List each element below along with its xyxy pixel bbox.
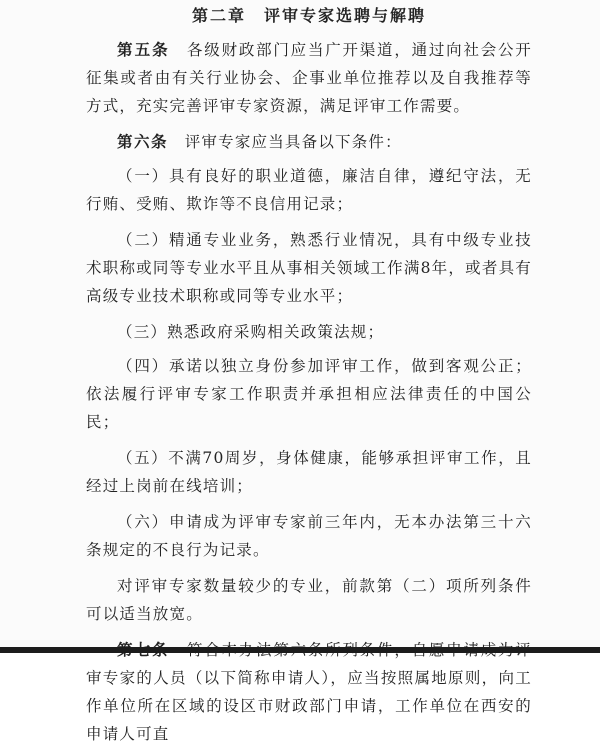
article-5-paragraph [86,36,532,120]
article-label: 第五条 [117,41,170,59]
condition-item-1: （一）具有良好的职业道德，廉洁自律，遵纪守法，无行贿、受贿、欺诈等不良信用记录； [86,167,532,213]
paragraph-text: 审专家的人员（以下简称申请人），应当按照属地原则，向工作单位所在区域的设区市财政部门申请，工作单位在西安的申请人可直 [86,669,532,743]
chapter-title: 第二章 评审专家选聘与解聘 [191,6,426,25]
paragraph-text: 各级财政部门应当广开渠道，通过向社会公开征集或者由有关行业协会、企事业单位推荐以及自我推荐等方式，充实完善评审专家资源，满足评审工作需要。 [86,41,532,115]
condition-item-5: （五）不满70周岁，身体健康，能够承担评审工作，且经过上岗前在线培训； [86,449,532,495]
condition-item-4: （四）承诺以独立身份参加评审工作，做到客观公正；依法履行评审专家工作职责并承担相应法律责任的中国公民； [86,357,532,431]
article-label: 第六条 [117,133,169,151]
condition-item-6: （六）申请成为评审专家前三年内，无本办法第三十六条规定的不良行为记录。 [86,513,532,559]
bottom-edge-bar [0,647,600,653]
article-6-paragraph [86,128,532,156]
condition-item-2: （二）精通专业业务，熟悉行业情况，具有中级专业技术职称或同等专业水平且从事相关领域工作满8年，或者具有高级专业技术职称或同等专业水平； [86,231,532,305]
relaxation-paragraph: 对评审专家数量较少的专业，前款第（二）项所列条件可以适当放宽。 [86,577,532,623]
paragraph-text: 评审专家应当具备以下条件： [184,133,402,151]
condition-item-3: （三）熟悉政府采购相关政策法规； [117,323,385,341]
